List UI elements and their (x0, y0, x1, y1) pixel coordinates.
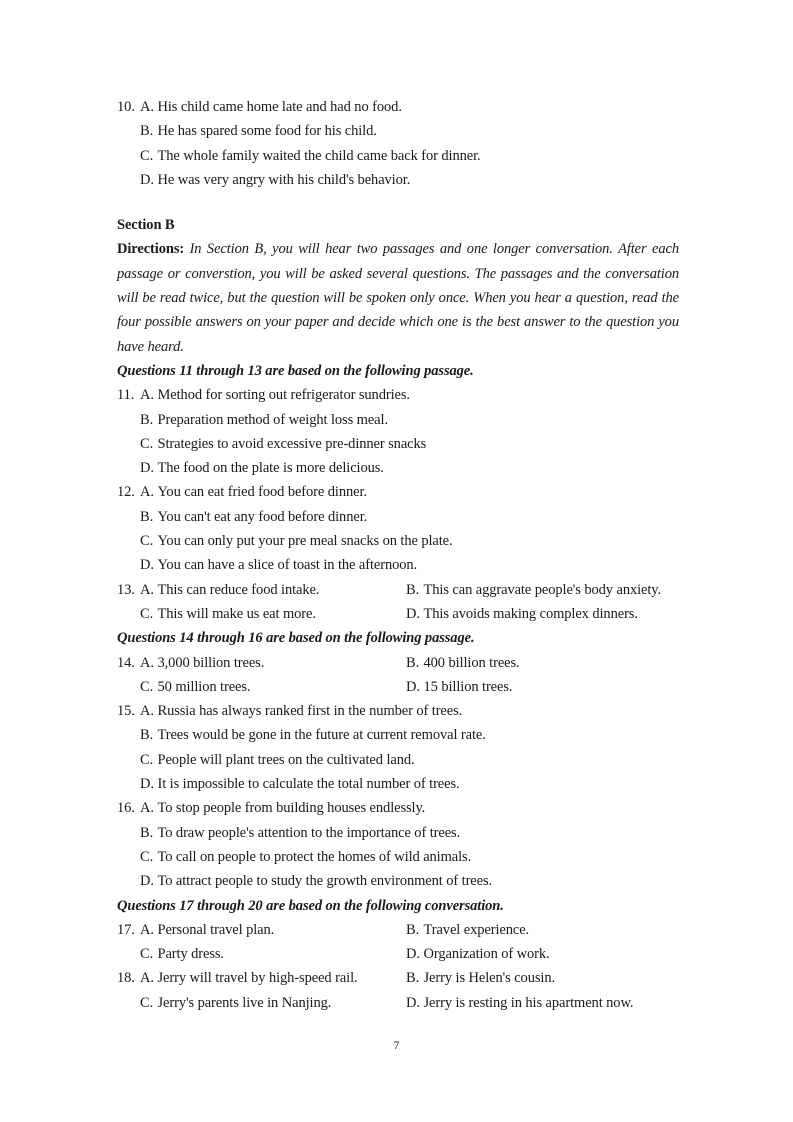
option-label: A. (140, 703, 154, 720)
option-text: Jerry is Helen's cousin. (423, 970, 555, 987)
option-d (406, 991, 679, 1015)
question-number-spacer (117, 602, 140, 626)
questions-11-13-heading: Questions 11 through 13 are based on the following passage. (117, 362, 474, 379)
section-b-title: Section B (117, 217, 175, 234)
question-11 (117, 383, 679, 480)
option-text: Personal travel plan. (157, 921, 275, 938)
question-15 (117, 699, 679, 796)
option-text: The food on the plate is more delicious. (157, 460, 384, 477)
question-number: 18. (117, 970, 135, 987)
option-row (117, 796, 679, 820)
option-text: He has spared some food for his child. (157, 123, 377, 140)
question-number: 15. (117, 703, 135, 720)
option-row (117, 918, 679, 942)
question-number-spacer (117, 991, 140, 1015)
option-text: He was very angry with his child's behavior. (157, 171, 411, 188)
option-label: D. (406, 605, 420, 622)
option-row (117, 505, 679, 529)
option-row (117, 456, 679, 480)
option-text: Jerry will travel by high-speed rail. (157, 970, 358, 987)
option-row (117, 651, 679, 675)
option-text: To draw people's attention to the importance of trees. (157, 824, 461, 841)
option-text: Party dress. (157, 946, 224, 963)
option-row (117, 553, 679, 577)
question-number: 12. (117, 484, 135, 501)
option-a (140, 578, 406, 602)
directions-paragraph (117, 237, 679, 358)
option-label: C. (140, 435, 154, 452)
option-label: A. (140, 99, 154, 115)
option-d (406, 602, 679, 626)
option-text: 400 billion trees. (423, 654, 520, 671)
option-label: B. (140, 411, 154, 428)
option-text: This can aggravate people's body anxiety. (423, 581, 662, 598)
page-number: 7 (393, 1040, 400, 1052)
option-text: This can reduce food intake. (157, 581, 320, 598)
option-label: D. (140, 873, 154, 890)
question-number: 16. (117, 800, 135, 817)
option-row (117, 408, 679, 432)
question-number-spacer (117, 675, 140, 699)
option-row (117, 144, 679, 168)
option-label: A. (140, 484, 154, 501)
option-text: 3,000 billion trees. (157, 654, 265, 671)
option-text: Trees would be gone in the future at current removal rate. (157, 727, 486, 744)
question-number: 11. (117, 387, 135, 404)
question-14 (117, 651, 679, 700)
option-label: A. (140, 970, 154, 987)
option-row (117, 432, 679, 456)
option-c (140, 675, 406, 699)
questions-14-16-heading: Questions 14 through 16 are based on the following passage. (117, 630, 475, 647)
option-label: C. (140, 848, 154, 865)
option-b (406, 578, 679, 602)
option-d (406, 942, 679, 966)
question-number: 10. (117, 99, 135, 115)
option-text: Jerry's parents live in Nanjing. (157, 994, 332, 1011)
option-label: A. (140, 921, 154, 938)
option-row (117, 168, 679, 192)
option-label: D. (406, 994, 420, 1011)
question-10 (117, 95, 679, 192)
option-row (117, 845, 679, 869)
option-label: C. (140, 605, 154, 622)
option-label: C. (140, 678, 154, 695)
option-text: Method for sorting out refrigerator sundries. (157, 387, 410, 404)
option-text: Jerry is resting in his apartment now. (423, 994, 634, 1011)
option-text: Organization of work. (423, 946, 550, 963)
directions-text: In Section B, you will hear two passages and one longer conversation. After each passage or converstion, you will be asked several questions. The passages and the conversation will be read twice, but the question will be spoken only once. When you hear a question, read the four possible answers on your paper and decide which one is the best answer to the question you have heard. (117, 241, 680, 355)
question-17 (117, 918, 679, 967)
option-row (117, 699, 679, 723)
option-text: His child came home late and had no food. (157, 99, 402, 115)
option-text: This avoids making complex dinners. (423, 605, 638, 622)
option-text: People will plant trees on the cultivated land. (157, 751, 415, 768)
option-c (140, 942, 406, 966)
question-number: 13. (117, 581, 135, 598)
option-label: C. (140, 533, 154, 550)
option-label: C. (140, 147, 154, 164)
option-row (117, 119, 679, 143)
question-13 (117, 578, 679, 627)
option-label: A. (140, 581, 154, 598)
option-label: B. (406, 654, 420, 671)
option-label: D. (140, 460, 154, 477)
option-text: You can have a slice of toast in the afternoon. (157, 557, 418, 574)
option-d (406, 675, 679, 699)
option-label: D. (406, 678, 420, 695)
option-text: Strategies to avoid excessive pre-dinner snacks (157, 435, 427, 452)
option-row (117, 772, 679, 796)
option-label: D. (140, 776, 154, 793)
option-b (406, 966, 679, 990)
option-label: D. (140, 557, 154, 574)
option-row (117, 869, 679, 893)
option-label: D. (406, 946, 420, 963)
question-18 (117, 966, 679, 1015)
option-c (140, 602, 406, 626)
question-number-spacer (117, 942, 140, 966)
option-label: A. (140, 800, 154, 817)
option-text: To stop people from building houses endlessly. (157, 800, 426, 817)
question-number: 17. (117, 921, 135, 938)
question-16 (117, 796, 679, 893)
option-text: 50 million trees. (157, 678, 251, 695)
option-label: A. (140, 387, 154, 404)
option-label: B. (406, 921, 420, 938)
questions-17-20-heading: Questions 17 through 20 are based on the following conversation. (117, 897, 504, 914)
option-row (117, 748, 679, 772)
option-text: Travel experience. (423, 921, 530, 938)
option-text: Preparation method of weight loss meal. (157, 411, 388, 428)
option-row (117, 942, 679, 966)
option-b (406, 651, 679, 675)
option-row (117, 480, 679, 504)
option-a (140, 918, 406, 942)
option-row (117, 966, 679, 990)
option-label: C. (140, 946, 154, 963)
option-label: D. (140, 171, 154, 188)
option-text: To call on people to protect the homes of wild animals. (157, 848, 472, 865)
option-label: B. (140, 123, 154, 140)
option-row (117, 723, 679, 747)
option-text: This will make us eat more. (157, 605, 316, 622)
page-content (117, 95, 679, 1015)
option-label: B. (140, 824, 154, 841)
option-label: C. (140, 751, 154, 768)
option-row (117, 383, 679, 407)
option-label: B. (140, 727, 154, 744)
option-c (140, 991, 406, 1015)
option-row (117, 578, 679, 602)
option-row (117, 821, 679, 845)
option-text: Russia has always ranked first in the number of trees. (157, 703, 463, 720)
option-a (140, 651, 406, 675)
option-text: You can only put your pre meal snacks on the plate. (157, 533, 453, 550)
option-row (117, 529, 679, 553)
option-label: A. (140, 654, 154, 671)
option-label: C. (140, 994, 154, 1011)
question-12 (117, 480, 679, 577)
option-text: It is impossible to calculate the total number of trees. (157, 776, 460, 793)
option-text: To attract people to study the growth environment of trees. (157, 873, 493, 890)
option-label: B. (140, 508, 154, 525)
option-b (406, 918, 679, 942)
option-row (117, 95, 679, 119)
option-label: B. (406, 970, 420, 987)
directions-label: Directions: (117, 241, 185, 258)
option-row (117, 991, 679, 1015)
option-text: 15 billion trees. (423, 678, 513, 695)
option-label: B. (406, 581, 420, 598)
question-number: 14. (117, 654, 135, 671)
option-a (140, 966, 406, 990)
option-row (117, 675, 679, 699)
option-text: You can't eat any food before dinner. (157, 508, 368, 525)
option-text: The whole family waited the child came back for dinner. (157, 147, 481, 164)
option-row (117, 602, 679, 626)
option-text: You can eat fried food before dinner. (157, 484, 367, 501)
